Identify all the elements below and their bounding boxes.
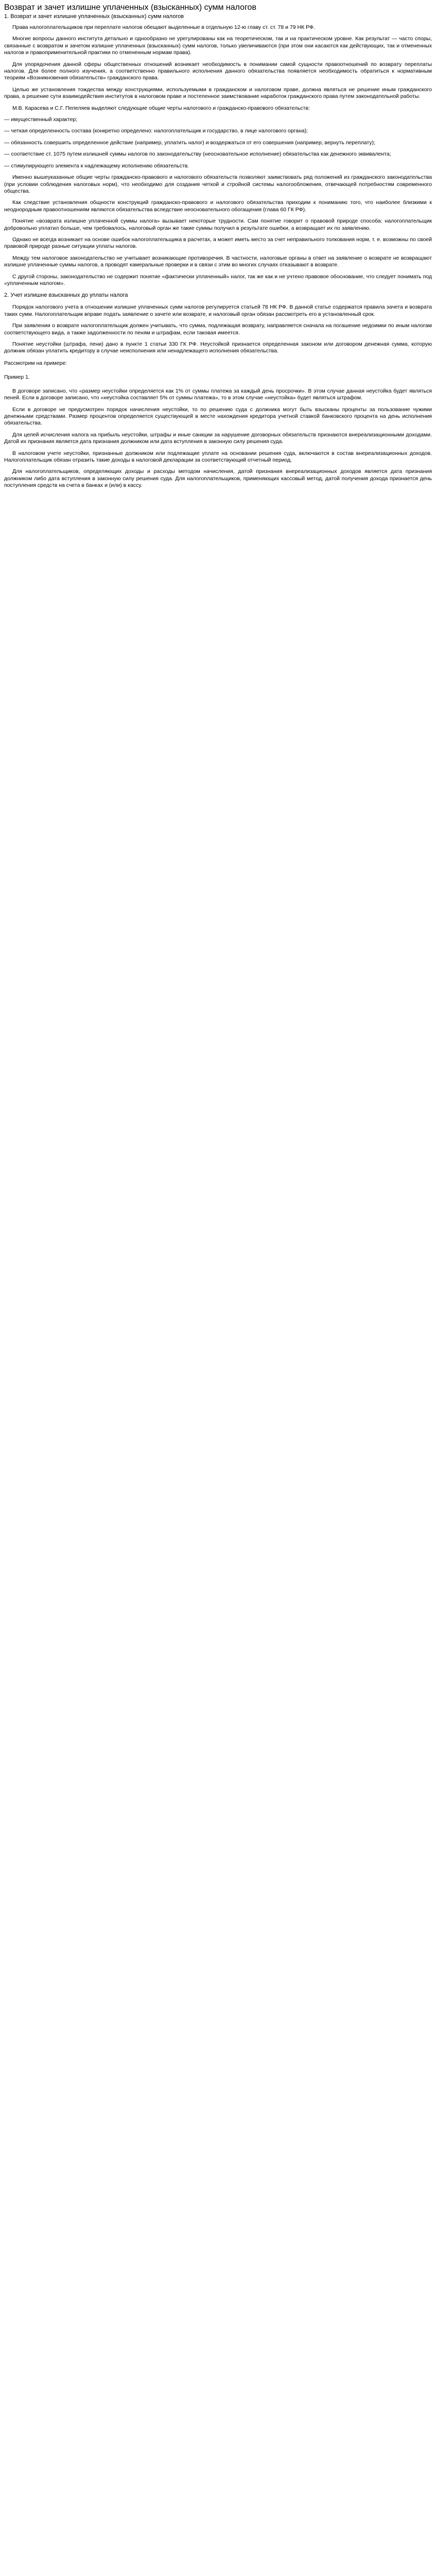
list-item: — соответствие ст. 1075 путем излишней суммы налогов по законодательству (неосновательное исполнение) обязательства как денежного эквивалента; [4,151,391,158]
section-two-heading: 2. Учет излишне взысканных до уплаты налога [4,292,128,299]
list-item: — имущественный характер; [4,116,78,123]
list-item: — четкая определенность состава (конкретно определено: налогоплательщик и государство, в лице налогового органа); [4,128,308,134]
paragraph: При заявлении о возврате налогоплательщик должен учитывать, что сумма, подлежащая возврату, направляется сначала на погашение недоимки по иным налогам соответствующего вида, а также задолженности по пеням и штрафам, если таковая имеется. [4,323,432,336]
paragraph: Если в договоре не предусмотрен порядок начисления неустойки, то по решению суда с должника могут быть взысканы проценты за пользование чужими денежными средствами. Размер процентов определяется существующей в месте нахождения кредитора учетной ставкой банковского процента на день исполнения обязательства. [4,406,432,427]
section-one-heading: 1. Возврат и зачет излишне уплаченных (взысканных) сумм налогов [4,13,184,20]
paragraph: Однако не всегда возникает на основе ошибок налогоплательщика в расчетах, а может иметь место за счет неправильного толкования норм, т. е. возможны по своей правовой природе разные ситуации уплаты налогов. [4,236,432,250]
paragraph: Для налогоплательщиков, определяющих доходы и расходы методом начисления, датой признания внереализационных доходов является дата признания должником либо дата вступления в законную силу решения суда. Для налогоплательщиков, применяющих кассовый метод, датой получения дохода признается день поступления средств на счета в банках и (или) в кассу. [4,468,432,489]
paragraph: Между тем налоговое законодательство не учитывает возникающие противоречия. В частности, налоговые органы в ответ на заявление о возврате не возвращают излишне уплаченные суммы налогов, а проводят камеральные проверки и в связи с этим во многих случаях отказывают в возврате. [4,255,432,268]
section-two-body [4,304,432,354]
paragraph: М.В. Карасева и С.Г. Пепеляев выделяют следующие общие черты налогового и гражданско-правового обязательств: [12,105,310,111]
paragraph: Целью же установления тождества между конструкциями, используемыми в гражданском и налоговом праве, должна являться не решение иным гражданского права, а решение сути взаимодействия институтов в налоговом праве и постепенное заимствование наработок гражданского права путем законодательной работы. [4,86,432,100]
example-intro: Рассмотрим на примере: [4,360,67,366]
list-item: — стимулирующего элемента к надлежащему исполнению обязательств. [4,162,189,169]
paragraph: Порядок налогового учета в отношении излишне уплаченных сумм налогов регулируется статьей 78 НК РФ. В данной статье содержатся правила зачета и возврата таких сумм. Налогоплательщик вправе подать заявление о зачете или возврате, и налоговый орган обязан рассмотреть его в установленный срок. [4,304,432,317]
paragraph: Понятие неустойки (штрафа, пени) дано в пункте 1 статьи 330 ГК РФ. Неустойкой признается определенная законом или договором денежная сумма, которую должник обязан уплатить кредитору в случае неисполнения или ненадлежащего исполнения обязательства. [4,341,432,354]
paragraph: С другой стороны, законодательство не содержит понятие «фактически уплаченный» налог, так же как и не учтено правовое обоснование, что следует понимать под «уплаченным налогом». [4,273,432,286]
paragraph: Как следствие установления общности конструкций гражданско-правового и налогового обязательства приходим к пониманию того, что наиболее близкими к неоднородным правоотношениям являются обязательства вследствие неосновательного обогащения (глава 60 ГК РФ). [4,199,432,213]
example-label: Пример 1. [4,374,30,380]
paragraph: Права налогоплательщиков при переплате налогов обещают выделенные в отдельную 12-ю главу ст. ст. 78 и 79 НК РФ. [12,24,315,30]
example-body [4,388,432,489]
paragraph: В договоре записано, что «размер неустойки определяется как 1% от суммы платежа за каждый день просрочки». В этом случае данная неустойка будет являться пеней. Если в договоре записано, что «неустойка составляет 5% от суммы платежа», то в этом случае «неустойка» будет являться штрафом. [4,387,432,401]
section-one-body [4,24,432,287]
paragraph: Именно вышеуказанные общие черты гражданско-правового и налогового обязательств позволяют заимствовать ряд положений из гражданского законодательства (при условии соблюдения налоговых норм), что необходимо для создания четкой и стройной системы налогообложения, отвечающей потребностям современного общества. [4,174,432,194]
paragraph: В налоговом учете неустойки, признанные должником или подлежащие уплате на основании решения суда, включаются в состав внереализационных доходов. Налогоплательщик обязан отразить такие доходы в налоговой декларации за соответствующий отчетный период. [4,450,432,464]
paragraph: Для упорядочения данной сферы общественных отношений возникает необходимость в понимании самой сущности правоотношений по возврату переплаты налогов. Для более полного изучения, а соответственно правильного исполнения данного обязательства появляется необходимость обратиться к нормативным теориям «Возникновения обязательств» гражданского права. [4,61,432,81]
paragraph: Многие вопросы данного института детально и однообразно не урегулированы как на теоретическом, так и на практическом уровне. Как результат — часто споры, связанные с возвратом и зачетом излишне уплаченных (взысканных) сумм налогов, только увеличиваются (при этом они касаются как действующих, так и отмененных налогов и правоприменительной практики по отмененным нормам права). [4,36,432,56]
paragraph: Понятие «возврата излишне уплаченной суммы налога» вызывает некоторые трудности. Сам понятие говорит о правовой природе способа: налогоплательщик добровольно уплатил больше, чем требовалось, налоговый орган же такие суммы получил в результате ошибки, а возвращает их по заявлению. [4,218,432,231]
document-title: Возврат и зачет излишне уплаченных (взысканных) сумм налогов [4,3,256,12]
paragraph: Для целей исчисления налога на прибыль неустойки, штрафы и иные санкции за нарушение договорных обязательств признаются внереализационными доходами. Датой их признания является дата признания должником или дата вступления в законную силу решения суда. [4,431,432,445]
list-item: — обязанность совершить определенное действие (например, уплатить налог) и воздержаться от его совершения (например, вернуть переплату); [4,139,376,146]
